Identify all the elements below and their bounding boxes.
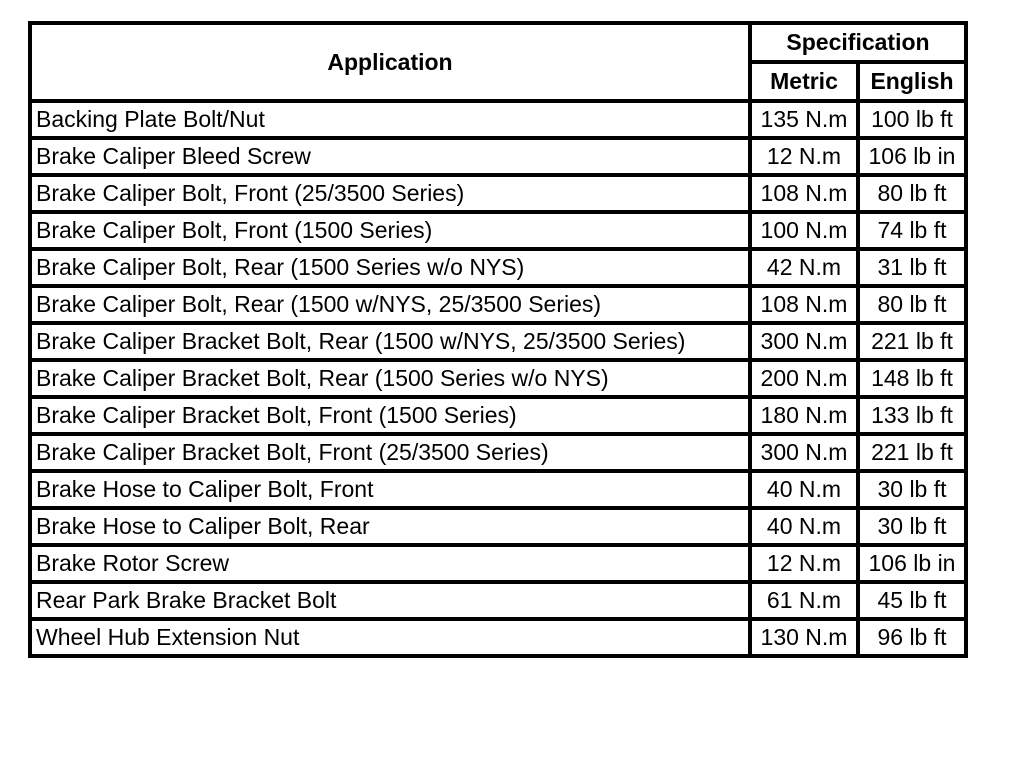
header-row-top <box>30 23 966 62</box>
cell-english: 133 lb ft <box>858 397 966 434</box>
cell-english: 106 lb in <box>858 545 966 582</box>
table-row <box>30 508 966 545</box>
cell-metric: 130 N.m <box>750 619 858 656</box>
cell-metric: 108 N.m <box>750 175 858 212</box>
cell-metric: 42 N.m <box>750 249 858 286</box>
table-row <box>30 471 966 508</box>
cell-english: 100 lb ft <box>858 101 966 138</box>
header-application: Application <box>30 23 750 101</box>
table-row <box>30 286 966 323</box>
table-body <box>30 101 966 656</box>
cell-english: 96 lb ft <box>858 619 966 656</box>
header-english: English <box>858 62 966 101</box>
cell-application: Wheel Hub Extension Nut <box>30 619 750 656</box>
cell-application: Brake Caliper Bracket Bolt, Rear (1500 Series w/o NYS) <box>30 360 750 397</box>
cell-english: 106 lb in <box>858 138 966 175</box>
table-header <box>30 23 966 101</box>
cell-english: 31 lb ft <box>858 249 966 286</box>
cell-metric: 12 N.m <box>750 138 858 175</box>
table-row <box>30 619 966 656</box>
cell-application: Brake Hose to Caliper Bolt, Rear <box>30 508 750 545</box>
cell-english: 221 lb ft <box>858 323 966 360</box>
cell-metric: 100 N.m <box>750 212 858 249</box>
cell-english: 80 lb ft <box>858 175 966 212</box>
cell-application: Brake Caliper Bolt, Front (25/3500 Series) <box>30 175 750 212</box>
cell-metric: 300 N.m <box>750 434 858 471</box>
cell-english: 45 lb ft <box>858 582 966 619</box>
cell-metric: 135 N.m <box>750 101 858 138</box>
header-specification: Specification <box>750 23 966 62</box>
table-row <box>30 212 966 249</box>
cell-english: 30 lb ft <box>858 508 966 545</box>
table-row <box>30 175 966 212</box>
table-row <box>30 397 966 434</box>
specification-table <box>28 21 968 658</box>
cell-application: Brake Caliper Bolt, Rear (1500 w/NYS, 25/3500 Series) <box>30 286 750 323</box>
cell-application: Brake Caliper Bolt, Rear (1500 Series w/o NYS) <box>30 249 750 286</box>
table-row <box>30 138 966 175</box>
table-row <box>30 582 966 619</box>
cell-metric: 12 N.m <box>750 545 858 582</box>
table-row <box>30 545 966 582</box>
cell-application: Brake Caliper Bolt, Front (1500 Series) <box>30 212 750 249</box>
table-row <box>30 323 966 360</box>
cell-metric: 180 N.m <box>750 397 858 434</box>
cell-metric: 108 N.m <box>750 286 858 323</box>
cell-english: 80 lb ft <box>858 286 966 323</box>
table-row <box>30 249 966 286</box>
table-row <box>30 360 966 397</box>
cell-metric: 61 N.m <box>750 582 858 619</box>
cell-english: 74 lb ft <box>858 212 966 249</box>
cell-application: Brake Hose to Caliper Bolt, Front <box>30 471 750 508</box>
cell-metric: 40 N.m <box>750 508 858 545</box>
header-metric: Metric <box>750 62 858 101</box>
cell-application: Brake Rotor Screw <box>30 545 750 582</box>
cell-english: 221 lb ft <box>858 434 966 471</box>
cell-english: 148 lb ft <box>858 360 966 397</box>
cell-application: Brake Caliper Bracket Bolt, Front (1500 Series) <box>30 397 750 434</box>
table-row <box>30 434 966 471</box>
cell-metric: 200 N.m <box>750 360 858 397</box>
cell-application: Brake Caliper Bleed Screw <box>30 138 750 175</box>
table-row <box>30 101 966 138</box>
cell-english: 30 lb ft <box>858 471 966 508</box>
cell-application: Backing Plate Bolt/Nut <box>30 101 750 138</box>
cell-application: Rear Park Brake Bracket Bolt <box>30 582 750 619</box>
cell-metric: 40 N.m <box>750 471 858 508</box>
cell-metric: 300 N.m <box>750 323 858 360</box>
cell-application: Brake Caliper Bracket Bolt, Front (25/3500 Series) <box>30 434 750 471</box>
cell-application: Brake Caliper Bracket Bolt, Rear (1500 w/NYS, 25/3500 Series) <box>30 323 750 360</box>
